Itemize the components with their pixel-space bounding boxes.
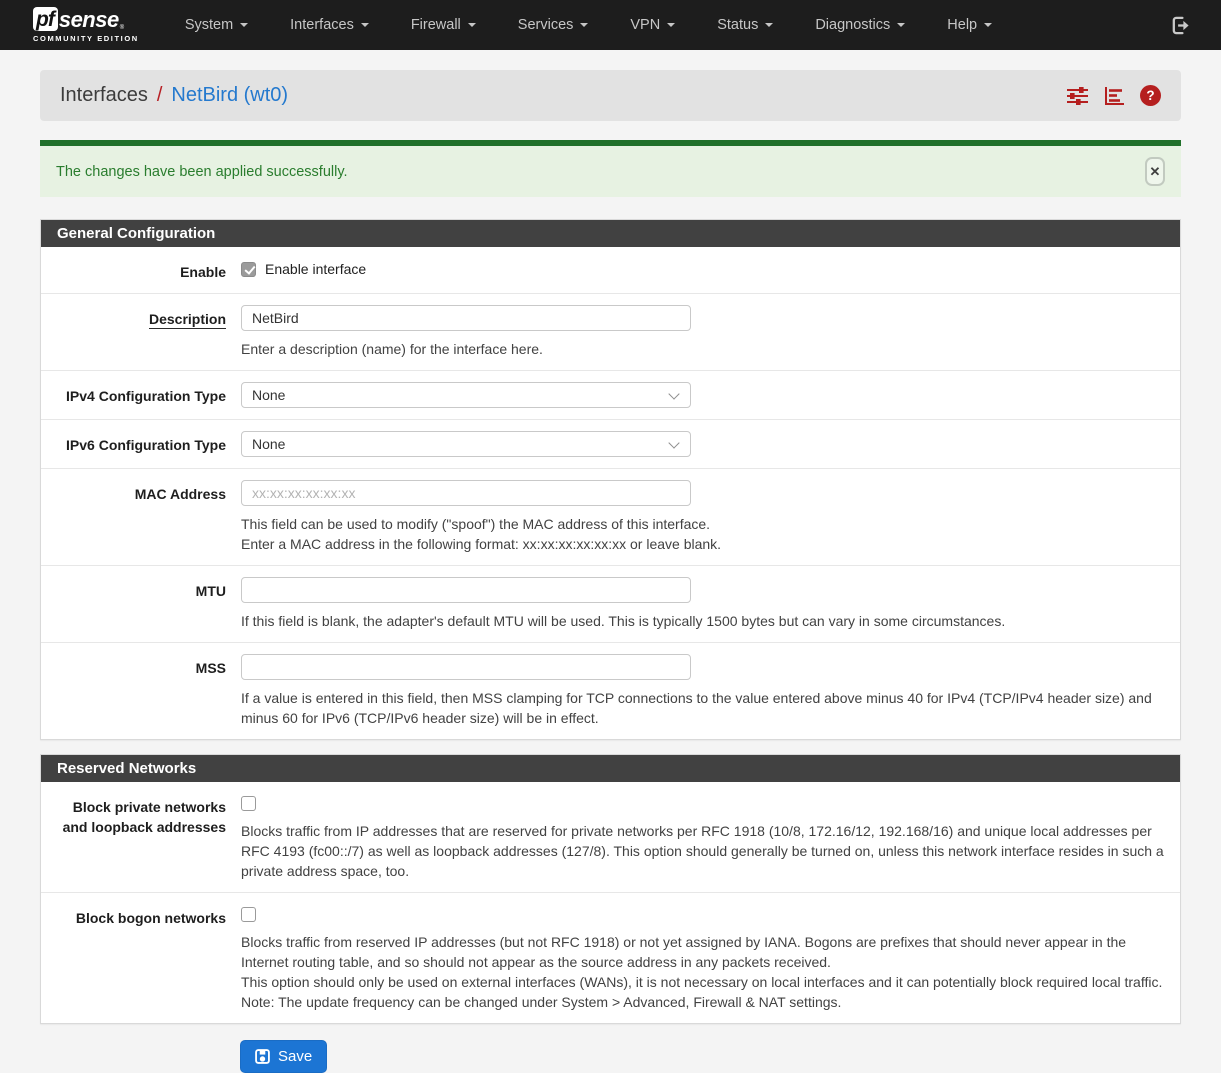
- nav-item-diagnostics[interactable]: Diagnostics: [801, 1, 919, 49]
- save-button[interactable]: [240, 1040, 327, 1073]
- row-block-private-networks: [41, 782, 1180, 892]
- nav-item-help[interactable]: Help: [933, 1, 1006, 49]
- nav-item-firewall[interactable]: Firewall: [397, 1, 490, 49]
- row-block-bogon-networks: [41, 892, 1180, 1023]
- mtu-help: If this field is blank, the adapter's default MTU will be used. This is typically 1500 bytes but can vary in some circumstances.: [241, 613, 1006, 629]
- breadcrumb-section[interactable]: Interfaces: [60, 84, 148, 106]
- description-input[interactable]: [241, 305, 691, 331]
- nav-item-services[interactable]: Services: [504, 1, 603, 49]
- block-private-networks-checkbox[interactable]: [241, 796, 256, 811]
- form-actions: [40, 1040, 1181, 1073]
- nav-item-interfaces[interactable]: Interfaces: [276, 1, 383, 49]
- save-button-label: Save: [278, 1048, 313, 1065]
- row-description: [41, 293, 1180, 370]
- ipv4-configuration-type-label: IPv4 Configuration Type: [66, 388, 226, 404]
- success-alert: [40, 140, 1181, 197]
- description-label: Description: [148, 311, 226, 327]
- row-mac-address: [41, 468, 1180, 565]
- description-help: Enter a description (name) for the interface here.: [241, 341, 543, 357]
- breadcrumb-separator: /: [156, 84, 163, 106]
- mtu-label: MTU: [195, 583, 226, 599]
- ipv6-configuration-type-select-wrap: [241, 431, 691, 457]
- status-chart-icon[interactable]: [1104, 86, 1125, 106]
- general-configuration-panel: [40, 219, 1181, 740]
- row-mtu: [41, 565, 1180, 642]
- save-icon: [255, 1049, 270, 1064]
- enable-interface-checkbox-label: Enable interface: [265, 261, 367, 277]
- logo-sense-text: sense: [58, 7, 119, 33]
- help-icon[interactable]: ?: [1140, 85, 1161, 106]
- nav-item-vpn[interactable]: VPN: [616, 1, 689, 49]
- logo-pf-box: pf: [33, 7, 58, 31]
- nav-item-system[interactable]: System: [171, 1, 262, 49]
- row-ipv4-configuration-type: [41, 370, 1180, 419]
- block-bogon-networks-checkbox[interactable]: [241, 907, 256, 922]
- block-bogon-networks-help: Blocks traffic from reserved IP addresses (but not RFC 1918) or not yet assigned by IANA. Bogons are prefixes that should never appear in the Internet routing table, and so should not appear as the source address in any packets received. This option should only be used on external interfaces (WANs), it is not necessary on local interfaces and it can potentially block required local traffic. Note: The update frequency can be changed under System > Advanced, Firewall & NAT settings.: [241, 934, 1163, 1010]
- close-icon[interactable]: ✕: [1145, 157, 1165, 186]
- ipv4-configuration-type-select-wrap: [241, 382, 691, 408]
- mtu-input[interactable]: [241, 577, 691, 603]
- pfsense-logo[interactable]: [33, 7, 139, 43]
- breadcrumb-page[interactable]: NetBird (wt0): [171, 84, 289, 106]
- breadcrumb: [40, 70, 1181, 121]
- mac-address-label: MAC Address: [134, 486, 226, 502]
- chevron-down-icon: [580, 23, 588, 27]
- sliders-icon[interactable]: [1066, 86, 1089, 106]
- logo-edition-text: COMMUNITY EDITION: [33, 34, 139, 44]
- ipv6-configuration-type-label: IPv6 Configuration Type: [66, 437, 226, 453]
- sign-out-icon[interactable]: [1170, 15, 1191, 36]
- enable-label: Enable: [180, 264, 226, 280]
- success-alert-message: The changes have been applied successfully.: [56, 163, 348, 180]
- row-ipv6-configuration-type: [41, 419, 1180, 468]
- mac-address-input[interactable]: [241, 480, 691, 506]
- mac-address-help: This field can be used to modify ("spoof") the MAC address of this interface. Enter a MAC address in the following format: xx:xx:xx:xx:xx:xx or leave blank.: [241, 516, 722, 552]
- chevron-down-icon: [468, 23, 476, 27]
- mss-help: If a value is entered in this field, then MSS clamping for TCP connections to the value entered above minus 40 for IPv4 (TCP/IPv4 header size) and minus 60 for IPv6 (TCP/IPv6 header size) will be in effect.: [241, 690, 1152, 726]
- chevron-down-icon: [361, 23, 369, 27]
- chevron-down-icon: [765, 23, 773, 27]
- block-bogon-networks-label: Block bogon networks: [75, 910, 226, 926]
- reserved-networks-panel: [40, 754, 1181, 1024]
- chevron-down-icon: [897, 23, 905, 27]
- block-private-networks-help: Blocks traffic from IP addresses that are reserved for private networks per RFC 1918 (10/8, 172.16/12, 192.168/16) and unique local addresses per RFC 4193 (fc00::/7) as well as loopback addresses (127/8). This option should generally be turned on, unless this network interface resides in such a private address space, too.: [241, 823, 1164, 879]
- ipv6-configuration-type-select[interactable]: [241, 431, 691, 457]
- ipv4-configuration-type-select[interactable]: [241, 382, 691, 408]
- nav-menu: [157, 1, 1006, 49]
- chevron-down-icon: [667, 23, 675, 27]
- chevron-down-icon: [984, 23, 992, 27]
- block-private-networks-label: Block private networks and loopback addresses: [62, 799, 226, 835]
- mss-label: MSS: [195, 660, 226, 676]
- panel-title-reserved-networks: Reserved Networks: [41, 755, 1180, 782]
- enable-interface-checkbox[interactable]: [241, 262, 256, 277]
- mss-input[interactable]: [241, 654, 691, 680]
- nav-item-status[interactable]: Status: [703, 1, 787, 49]
- top-navbar: [0, 0, 1221, 50]
- chevron-down-icon: [240, 23, 248, 27]
- row-mss: [41, 642, 1180, 739]
- row-enable: [41, 247, 1180, 293]
- panel-title-general-configuration: General Configuration: [41, 220, 1180, 247]
- logo-registered-mark: ®: [119, 25, 125, 32]
